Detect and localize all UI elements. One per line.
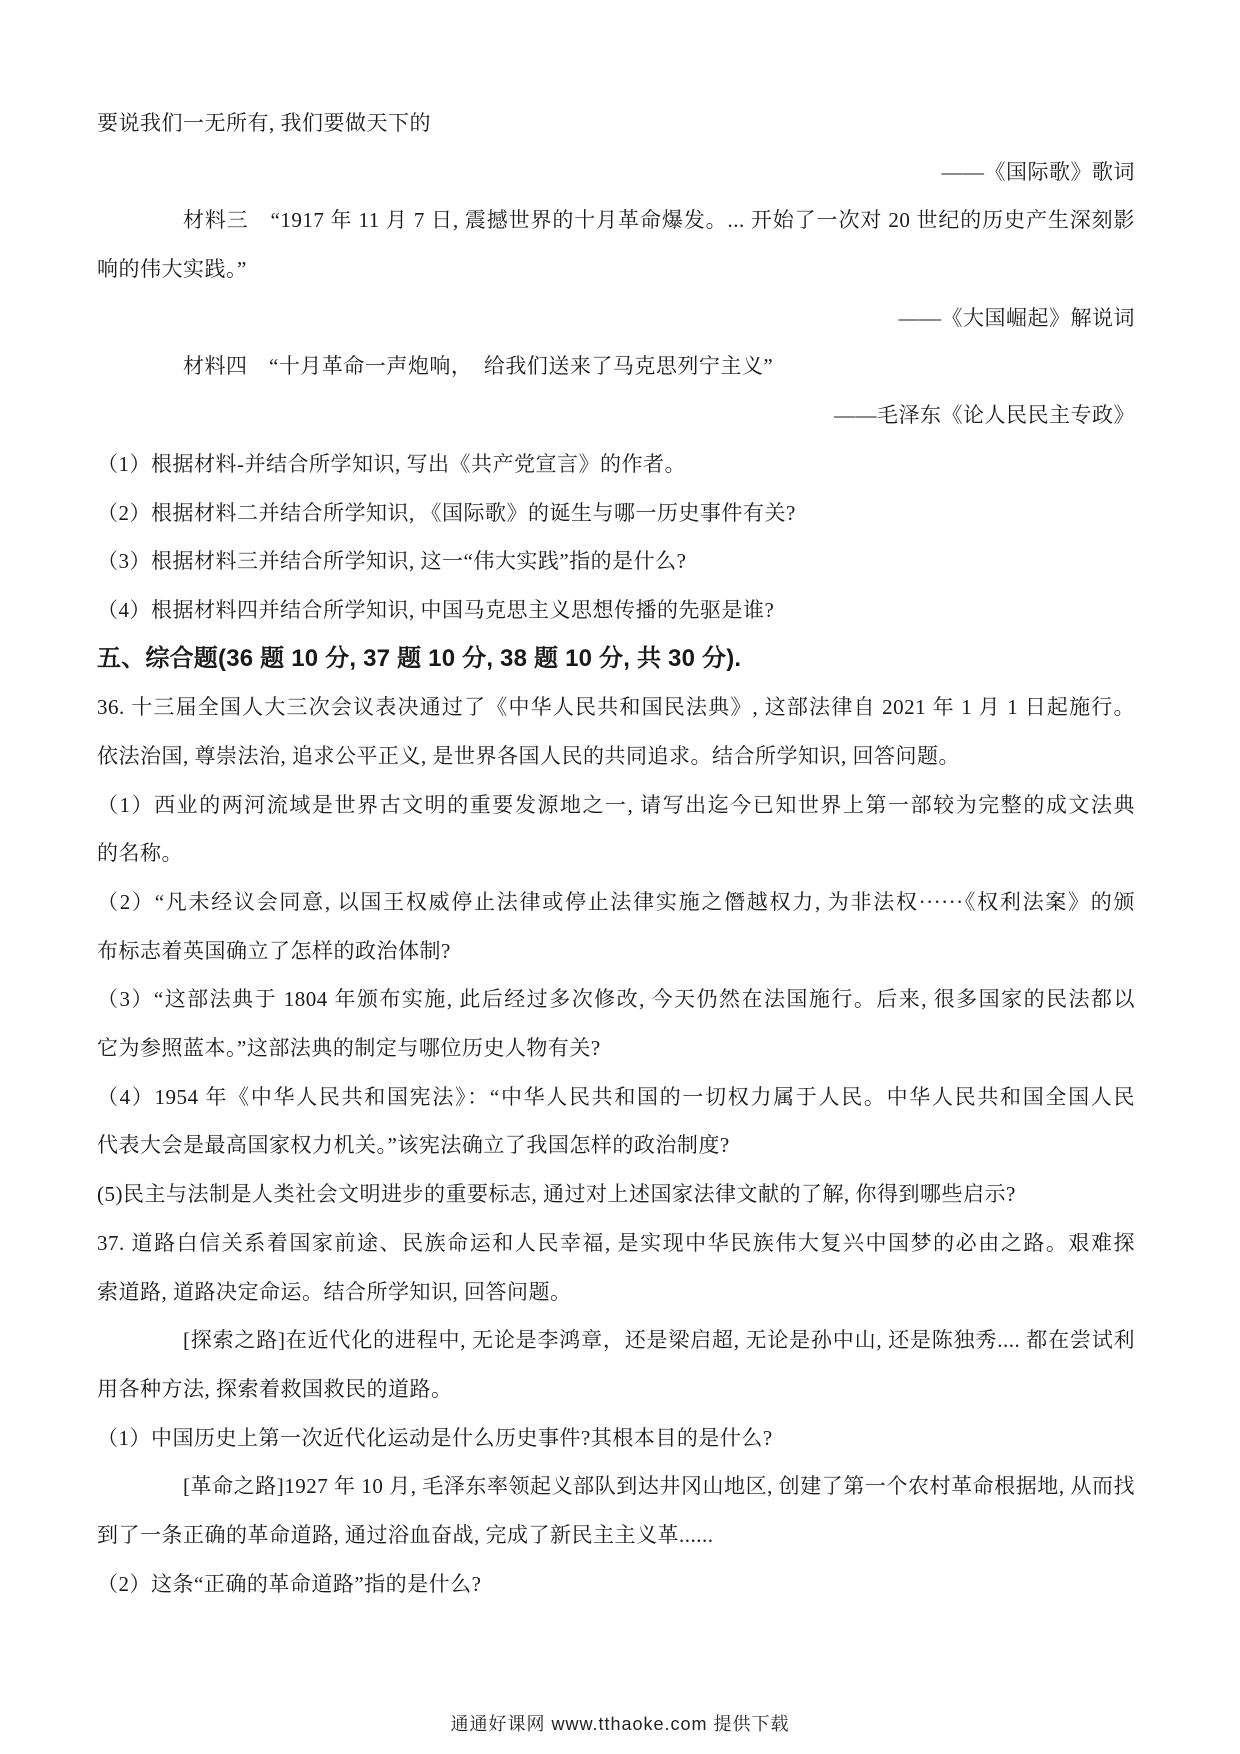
- text-line: 布标志着英国确立了怎样的政治体制?: [97, 938, 451, 963]
- text-line: 代表大会是最高国家权力机关。”该宪法确立了我国怎样的政治制度?: [97, 1133, 730, 1158]
- text-line: （3）“这部法典于 1804 年颁布实施, 此后经过多次修改, 今天仍然在法国施行。后来, 很多国家的民法都以: [97, 987, 1135, 1012]
- text-line: （3）根据材料三并结合所学知识, 这一“伟大实践”指的是什么?: [97, 549, 687, 574]
- text-line: 要说我们一无所有, 我们要做天下的: [97, 111, 431, 135]
- document-body: [97, 99, 1135, 1608]
- text-line: 材料三 “1917 年 11 月 7 日, 震撼世界的十月革命爆发。... 开始了一次对 20 世纪的历史产生深刻影: [183, 208, 1135, 233]
- text-line: （4）根据材料四并结合所学知识, 中国马克思主义思想传播的先驱是谁?: [97, 597, 775, 622]
- text-line: 五、综合题(36 题 10 分, 37 题 10 分, 38 题 10 分, 共 30 分).: [97, 644, 742, 672]
- text-line: （2）“凡未经议会同意, 以国王权威停止法律或停止法律实施之僭越权力, 为非法权······《权利法案》的颁: [97, 890, 1135, 914]
- text-line: (5)民主与法制是人类社会文明进步的重要标志, 通过对上述国家法律文献的了解, 你得到哪些启示?: [97, 1182, 1016, 1207]
- text-line: 它为参照蓝本。”这部法典的制定与哪位历史人物有关?: [97, 1036, 601, 1061]
- text-line: 依法治国, 尊崇法治, 追求公平正义, 是世界各国人民的共同追求。结合所学知识, 回答问题。: [97, 743, 960, 768]
- text-line: [探索之路]在近代化的进程中, 无论是李鸿章，还是梁启超, 无论是孙中山, 还是陈独秀.... 都在尝试利: [183, 1328, 1135, 1353]
- footer-watermark: 通通好课网 www.tthaoke.com 提供下载: [450, 1714, 790, 1734]
- text-line: ——《国际歌》歌词: [941, 159, 1135, 184]
- text-line: （2）根据材料二并结合所学知识, 《国际歌》的诞生与哪一历史事件有关?: [97, 500, 796, 525]
- text-line: （1）根据材料-并结合所学知识, 写出《共产党宣言》的作者。: [97, 451, 686, 476]
- text-line: ——《大国崛起》解说词: [898, 305, 1135, 330]
- text-line: 的名称。: [97, 841, 183, 866]
- text-line: 36. 十三届全国人大三次会议表决通过了《中华人民共和国民法典》, 这部法律自 2021 年 1 月 1 日起施行。: [97, 695, 1135, 720]
- text-line: （4）1954 年《中华人民共和国宪法》：“中华人民共和国的一切权力属于人民。中华人民共和国全国人民: [97, 1084, 1135, 1109]
- text-line: 响的伟大实践。”: [97, 257, 247, 282]
- text-line: 37. 道路白信关系着国家前途、民族命运和人民幸福, 是实现中华民族伟大复兴中国梦的必由之路。艰难探: [97, 1230, 1135, 1255]
- text-line: （1）西业的两河流域是世界古文明的重要发源地之一, 请写出迄今已知世界上第一部较为完整的成文法典: [97, 792, 1135, 817]
- text-line: 到了一条正确的革命道路, 通过浴血奋战, 完成了新民主主义革......: [97, 1522, 714, 1547]
- text-line: 用各种方法, 探索着救国救民的道路。: [97, 1376, 453, 1401]
- text-line: 材料四 “十月革命一声炮响， 给我们送来了马克思列宁主义”: [183, 354, 774, 379]
- text-line: [革命之路]1927 年 10 月, 毛泽东率领起义部队到达井冈山地区, 创建了第一个农村革命根据地, 从而找: [183, 1474, 1135, 1499]
- text-line: 索道路, 道路决定命运。结合所学知识, 回答问题。: [97, 1279, 572, 1304]
- text-line: （1）中国历史上第一次近代化运动是什么历史事件?其根本目的是什么?: [97, 1425, 773, 1450]
- text-line: （2）这条“正确的革命道路”指的是什么?: [97, 1571, 482, 1596]
- text-line: ——毛泽东《论人民民主专政》: [834, 403, 1135, 428]
